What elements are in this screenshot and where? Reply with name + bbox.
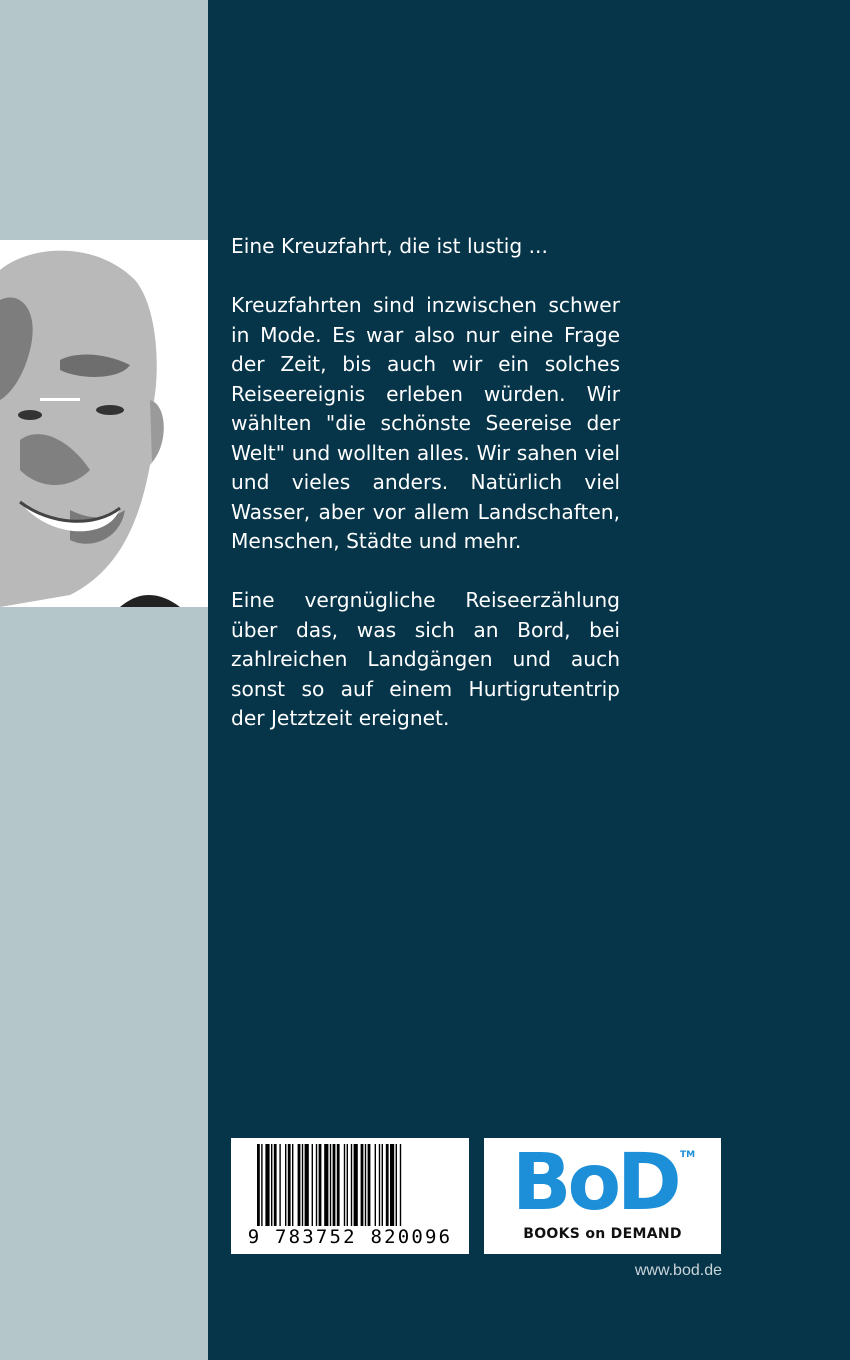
author-photo (0, 240, 208, 607)
barcode-bar (288, 1144, 291, 1226)
barcode-bar (285, 1144, 286, 1226)
barcode-bar (390, 1144, 394, 1226)
barcode-bar (347, 1144, 348, 1226)
barcode-bar (354, 1144, 358, 1226)
barcode-bar (365, 1144, 366, 1226)
barcode-bar (396, 1144, 397, 1226)
back-cover-blurb (231, 232, 620, 763)
isbn-number: 9 783752 820096 (247, 1226, 453, 1248)
barcode-bar (324, 1144, 328, 1226)
barcode-bar (298, 1144, 301, 1226)
barcode-bar (344, 1144, 345, 1226)
barcode-bar (382, 1144, 383, 1226)
barcode-bar (337, 1144, 340, 1226)
barcode-bar (333, 1144, 336, 1226)
barcode-bar (361, 1144, 364, 1226)
barcode-bars (255, 1144, 445, 1226)
barcode-bar (375, 1144, 376, 1226)
barcode-bar (305, 1144, 309, 1226)
barcode-bar (316, 1144, 317, 1226)
barcode-bar (351, 1144, 352, 1226)
publisher-logo (484, 1138, 721, 1254)
publisher-url: www.bod.de (634, 1262, 722, 1279)
blurb-paragraph-2: Eine vergnügliche Reiseerzählung über das, was sich an Bord, bei zahlreichen Landgängen und auch sonst so auf einem Hurtigrutentrip der Jetztzeit ereignet. (231, 588, 620, 730)
author-portrait-image (0, 240, 208, 607)
barcode-bar (400, 1144, 401, 1226)
barcode-bar (292, 1144, 293, 1226)
isbn-barcode (231, 1138, 469, 1254)
barcode-bar (274, 1144, 277, 1226)
barcode-bar (330, 1144, 331, 1226)
barcode-bar (302, 1144, 303, 1226)
bod-logo-text: BoD (512, 1138, 678, 1228)
barcode-bar (279, 1144, 280, 1226)
barcode-bar (271, 1144, 272, 1226)
barcode-bar (265, 1144, 269, 1226)
left-color-strip (0, 0, 208, 1360)
trademark-mark: TM (680, 1150, 696, 1160)
barcode-bar (257, 1144, 260, 1226)
barcode-bar (261, 1144, 262, 1226)
barcode-bar (386, 1144, 389, 1226)
barcode-bar (379, 1144, 380, 1226)
blurb-tagline: Eine Kreuzfahrt, die ist lustig ... (231, 234, 548, 258)
barcode-bar (312, 1144, 313, 1226)
barcode-bar (319, 1144, 322, 1226)
bod-logo-tagline: BOOKS on DEMAND (523, 1226, 682, 1242)
barcode-bar (368, 1144, 371, 1226)
blurb-paragraph-1: Kreuzfahrten sind inzwischen schwer in Mode. Es war also nur eine Frage der Zeit, bis auch wir ein solches Reiseereignis erleben würden. Wir wählten "die schönste Seereise der Welt" und wollten alles. Wir sahen viel und vieles anders. Natürlich viel Wasser, aber vor allem Landschaften, Menschen, Städte und mehr. (231, 293, 620, 553)
